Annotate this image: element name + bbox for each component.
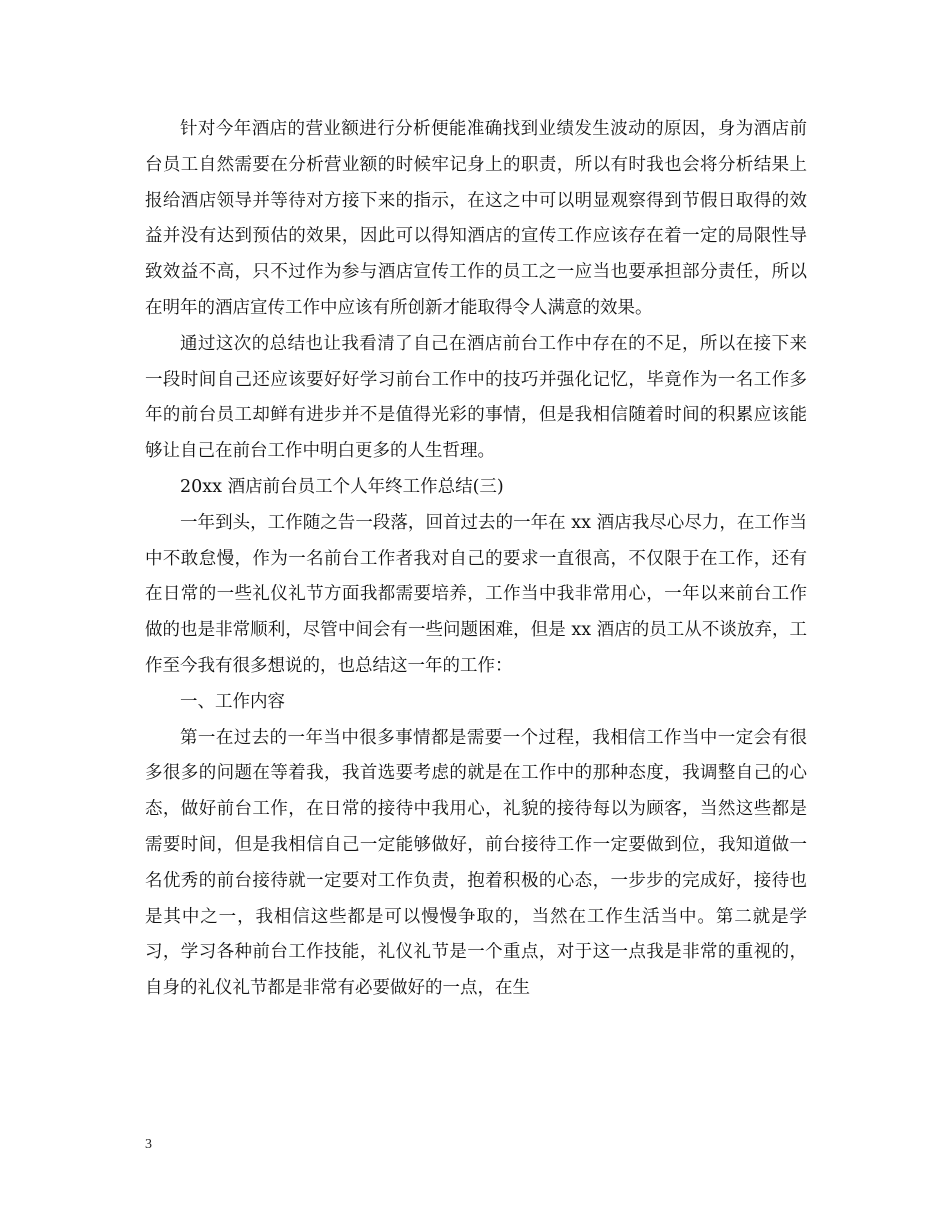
paragraph-revenue-analysis: 针对今年酒店的营业额进行分析便能准确找到业绩发生波动的原因，身为酒店前台员工自然需要在分析营业额的时候牢记身上的职责，所以有时我也会将分析结果上报给酒店领导并等待对方接下来的指示，在这之中可以明显观察得到节假日取得的效益并没有达到预估的效果，因此可以得知酒店的宣传工作应该存在着一定的局限性导致效益不高，只不过作为参与酒店宣传工作的员工之一应当也要承担部分责任，所以在明年的酒店宣传工作中应该有所创新才能取得令人满意的效果。 — [145, 119, 807, 318]
document-body — [145, 112, 807, 1007]
page-number: 3 — [145, 1137, 152, 1152]
section-title: 20xx 酒店前台员工个人年终工作总结(三) — [180, 476, 504, 497]
subsection-heading: 一、工作内容 — [180, 691, 285, 712]
paragraph-self-reflection: 通过这次的总结也让我看清了自己在酒店前台工作中存在的不足，所以在接下来一段时间自己还应该要好好学习前台工作中的技巧并强化记忆，毕竟作为一名工作多年的前台员工却鲜有进步并不是值得光彩的事情，但是我相信随着时间的积累应该能够让自己在前台工作中明白更多的人生哲理。 — [145, 333, 807, 462]
paragraph-work-content: 第一在过去的一年当中很多事情都是需要一个过程，我相信工作当中一定会有很多很多的问题在等着我，我首选要考虑的就是在工作中的那种态度，我调整自己的心态，做好前台工作，在日常的接待中我用心，礼貌的接待每以为顾客，当然这些都是需要时间，但是我相信自己一定能够做好，前台接待工作一定要做到位，我知道做一名优秀的前台接待就一定要对工作负责，抱着积极的心态，一步步的完成好，接待也是其中之一，我相信这些都是可以慢慢争取的，当然在工作生活当中。第二就是学习，学习各种前台工作技能，礼仪礼节是一个重点，对于这一点我是非常的重视的，自身的礼仪礼节都是非常有必要做好的一点，在生 — [145, 727, 807, 999]
paragraph-year-summary: 一年到头，工作随之告一段落，回首过去的一年在 xx 酒店我尽心尽力，在工作当中不敢怠慢，作为一名前台工作者我对自己的要求一直很高，不仅限于在工作，还有在日常的一些礼仪礼节方面我都需要培养，工作当中我非常用心，一年以来前台工作做的也是非常顺利，尽管中间会有一些问题困难，但是 xx 酒店的员工从不谈放弃，工作至今我有很多想说的，也总结这一年的工作： — [145, 512, 807, 676]
